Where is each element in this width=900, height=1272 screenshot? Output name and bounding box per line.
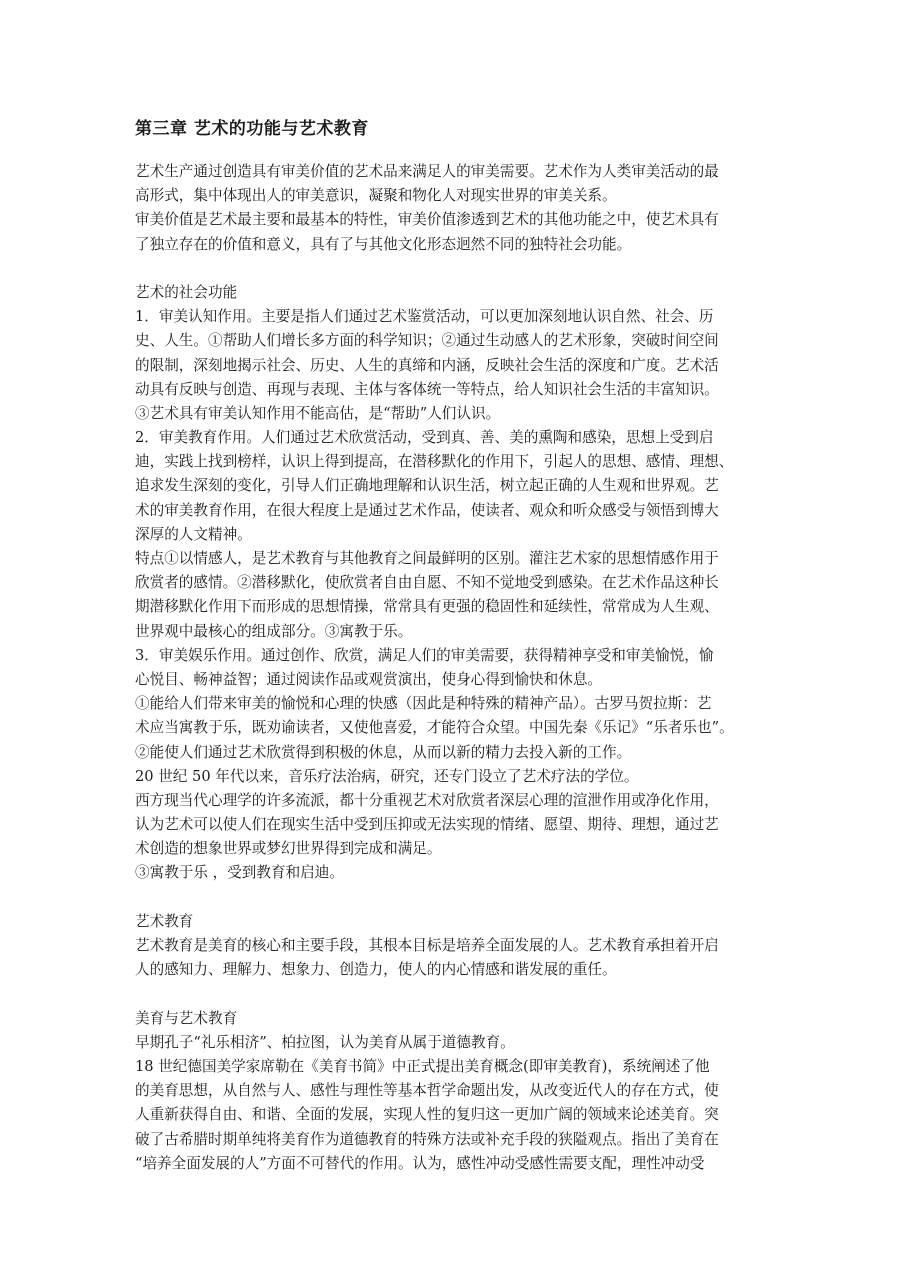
text-line: 1．审美认知作用。主要是指人们通过艺术鉴赏活动，可以更加深刻地认识自然、社会、历 [135, 308, 714, 326]
text-line: 艺术教育 [135, 912, 194, 930]
paragraph-gap [135, 886, 767, 910]
text-line: 心悦目、畅神益智；通过阅读作品或观赏演出，使身心得到愉快和休息。 [135, 670, 603, 688]
text-line: 术的审美教育作用，在很大程度上是通过艺术作品，使读者、观众和听众感受与领悟到博大 [135, 501, 719, 519]
text-line: 人的感知力、理解力、想象力、创造力，使人的内心情感和谐发展的重任。 [135, 961, 617, 979]
text-line: ②能使人们通过艺术欣赏得到积极的休息，从而以新的精力去投入新的工作。 [135, 743, 632, 761]
document-body [135, 160, 767, 1176]
text-line: 美育与艺术教育 [135, 1009, 238, 1027]
text-line: 破了古希腊时期单纯将美育作为道德教育的特殊方法或补充手段的狭隘观点。指出了美育在 [135, 1130, 719, 1148]
text-line: 世界观中最核心的组成部分。③寓教于乐。 [135, 622, 413, 640]
text-line: 史、人生。①帮助人们增长多方面的科学知识；②通过生动感人的艺术形象，突破时间空间 [135, 332, 719, 350]
text-line: 动具有反映与创造、再现与表现、主体与客体统一等特点，给人知识社会生活的丰富知识。 [135, 380, 719, 398]
text-line: ③寓教于乐 ，受到教育和启迪。 [135, 864, 344, 882]
text-line: 艺术的社会功能 [135, 283, 238, 301]
text-line: 了独立存在的价值和意义，具有了与其他文化形态迥然不同的独特社会功能。 [135, 235, 632, 253]
text-line: 艺术教育是美育的核心和主要手段，其根本目标是培养全面发展的人。艺术教育承担着开启 [135, 937, 719, 954]
text-line: 术创造的想象世界或梦幻世界得到完成和满足。 [135, 840, 442, 858]
text-line: ③艺术具有审美认知作用不能高估，是“帮助”人们认识。 [135, 404, 501, 422]
text-line: 人重新获得自由、和谐、全面的发展，实现人性的复归这一更加广阔的领域来论述美育。突 [135, 1106, 719, 1124]
text-line: 2．审美教育作用。人们通过艺术欣赏活动，受到真、善、美的熏陶和感染，思想上受到启 [135, 429, 714, 447]
chapter-title: 第三章 艺术的功能与艺术教育 [135, 119, 369, 139]
text-line: 20 世纪 50 年代以来，音乐疗法治病，研究，还专门设立了艺术疗法的学位。 [135, 767, 639, 785]
text-line: 的美育思想，从自然与人、感性与理性等基本哲学命题出发，从改变近代人的存在方式，使 [135, 1082, 719, 1100]
text-line: 审美价值是艺术最主要和最基本的特性，审美价值渗透到艺术的其他功能之中，使艺术具有 [135, 211, 719, 229]
paragraph-gap [135, 982, 767, 1006]
text-line: 早期孔子“礼乐相济”、柏拉图，认为美育从属于道德教育。 [135, 1033, 515, 1051]
text-line: 高形式，集中体现出人的审美意识，凝聚和物化人对现实世界的审美关系。 [135, 187, 617, 205]
text-line: 追求发生深刻的变化，引导人们正确地理解和认识生活，树立起正确的人生观和世界观。艺 [135, 477, 719, 495]
text-line: 18 世纪德国美学家席勒在《美育书简》中正式提出美育概念(即审美教育)，系统阐述了他 [135, 1057, 710, 1075]
text-line: 的限制，深刻地揭示社会、历史、人生的真缔和内涵，反映社会生活的深度和广度。艺术活 [135, 356, 719, 374]
text-line: 艺术生产通过创造具有审美价值的艺术品来满足人的审美需要。艺术作为人类审美活动的最 [135, 163, 719, 180]
text-line: ①能给人们带来审美的愉悦和心理的快感（因此是种特殊的精神产品）。古罗马贺拉斯：艺 [135, 695, 712, 713]
text-line: 西方现当代心理学的许多流派，都十分重视艺术对欣赏者深层心理的渲泄作用或净化作用， [135, 791, 719, 809]
paragraph-gap [135, 257, 767, 281]
text-line: 术应当寓教于乐，既劝谕读者，又使他喜爱，才能符合众望。中国先秦《乐记》“乐者乐也”。 [135, 719, 734, 737]
text-line: 期潜移默化作用下而形成的思想情操，常常具有更强的稳固性和延续性，常常成为人生观、 [135, 598, 719, 616]
text-line: 3．审美娱乐作用。通过创作、欣赏，满足人们的审美需要，获得精神享受和审美愉悦，愉 [135, 646, 714, 664]
text-line: 特点①以情感人，是艺术教育与其他教育之间最鲜明的区别。灌注艺术家的思想情感作用于 [135, 550, 719, 567]
text-line: “培养全面发展的人”方面不可替代的作用。认为，感性冲动受感性需要支配，理性冲动受 [135, 1154, 705, 1172]
text-line: 深厚的人文精神。 [135, 525, 252, 543]
text-line: 欣赏者的感情。②潜移默化，使欣赏者自由自愿、不知不觉地受到感染。在艺术作品这种长 [135, 574, 719, 592]
text-line: 认为艺术可以使人们在现实生活中受到压抑或无法实现的情绪、愿望、期待、理想，通过艺 [135, 816, 719, 834]
text-line: 迪，实践上找到榜样，认识上得到提高，在潜移默化的作用下，引起人的思想、感情、理想、 [135, 453, 734, 471]
